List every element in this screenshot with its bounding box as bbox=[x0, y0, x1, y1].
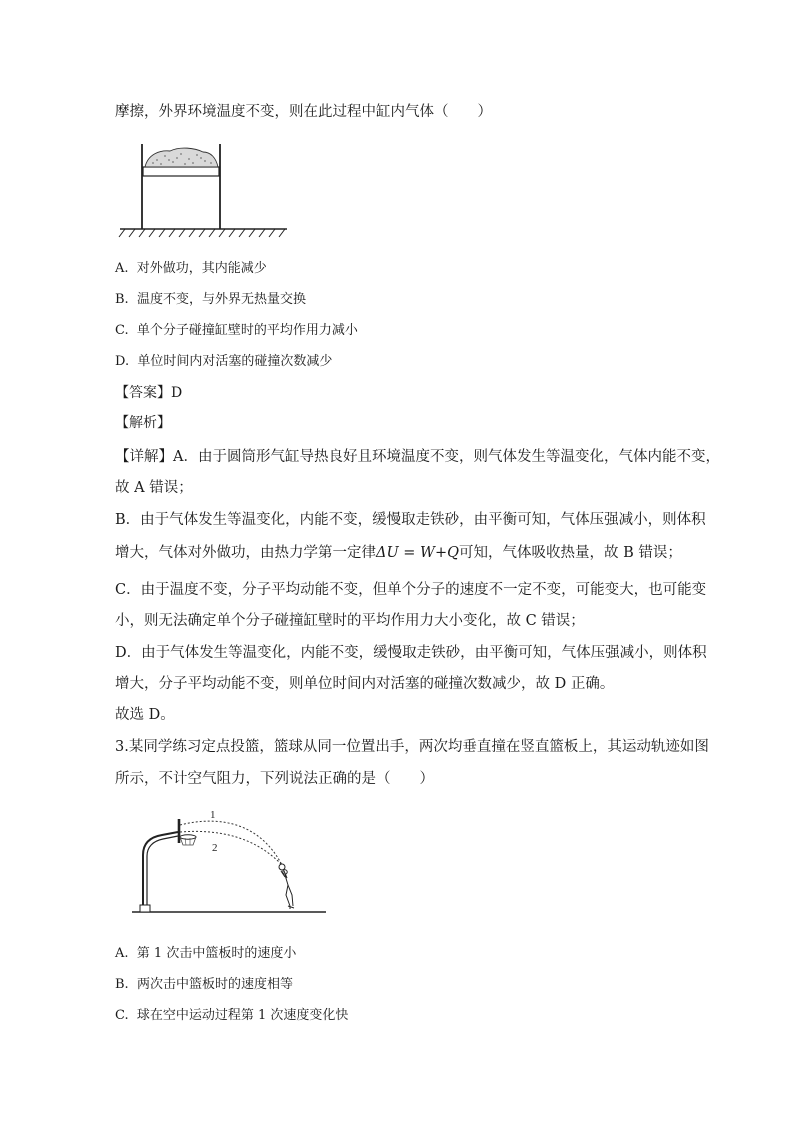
detail-line-2: 故 A 错误； bbox=[115, 480, 193, 496]
q3-option-b: B. 两次击中篮板时的速度相等 bbox=[115, 977, 293, 992]
first-law-formula: ΔU = W+Q bbox=[376, 545, 459, 561]
detail-line-4: 增大，气体对外做功，由热力学第一定律ΔU = W+Q可知，气体吸收热量，故 B 错误； bbox=[115, 545, 682, 561]
answer-line bbox=[115, 383, 182, 403]
answer-label: 【答案】 bbox=[115, 385, 171, 401]
basketball-figure bbox=[130, 805, 330, 915]
detail-line-5: C．由于温度不变，分子平均动能不变，但单个分子的速度不一定不变，可能变大，也可能变 bbox=[115, 582, 707, 598]
trajectory-label-1: 1 bbox=[210, 809, 216, 821]
q2-option-b: B. 温度不变，与外界无热量交换 bbox=[115, 292, 306, 307]
q3-stem-line-1: 3.某同学练习定点投篮，篮球从同一位置出手，两次均垂直撞在竖直篮板上，其运动轨迹如图 bbox=[115, 739, 709, 755]
detail-line-6: 小，则无法确定单个分子碰撞缸壁时的平均作用力大小变化，故 C 错误； bbox=[115, 613, 585, 629]
cylinder-figure bbox=[115, 140, 315, 240]
detail-line-7: D．由于气体发生等温变化，内能不变，缓慢取走铁砂，由平衡可知，气体压强减小，则体积 bbox=[115, 645, 707, 661]
q3-option-a: A. 第 1 次击中篮板时的速度小 bbox=[115, 946, 297, 961]
detail-line-8: 增大，分子平均动能不变，则单位时间内对活塞的碰撞次数减少，故 D 正确。 bbox=[115, 676, 615, 692]
q2-stem-tail: 摩擦，外界环境温度不变，则在此过程中缸内气体（ ） bbox=[115, 104, 492, 120]
q2-option-d: D. 单位时间内对活塞的碰撞次数减少 bbox=[115, 354, 333, 369]
detail-line-1: 【详解】A．由于圆筒形气缸导热良好且环境温度不变，则气体发生等温变化，气体内能不变， bbox=[115, 449, 720, 465]
detail-label: 【详解】 bbox=[115, 449, 173, 465]
q2-option-a: A. 对外做功，其内能减少 bbox=[115, 261, 267, 276]
q2-option-c: C. 单个分子碰撞缸壁时的平均作用力减小 bbox=[115, 323, 358, 338]
q3-option-c: C. 球在空中运动过程第 1 次速度变化快 bbox=[115, 1008, 349, 1023]
trajectory-label-2: 2 bbox=[212, 842, 218, 854]
detail-line-9: 故选 D。 bbox=[115, 707, 175, 723]
q3-stem-line-2: 所示，不计空气阻力，下列说法正确的是（ ） bbox=[115, 771, 434, 787]
answer-value: D bbox=[171, 385, 183, 401]
analysis-label: 【解析】 bbox=[115, 415, 171, 431]
detail-line-3: B．由于气体发生等温变化，内能不变，缓慢取走铁砂，由平衡可知，气体压强减小，则体积 bbox=[115, 512, 706, 528]
